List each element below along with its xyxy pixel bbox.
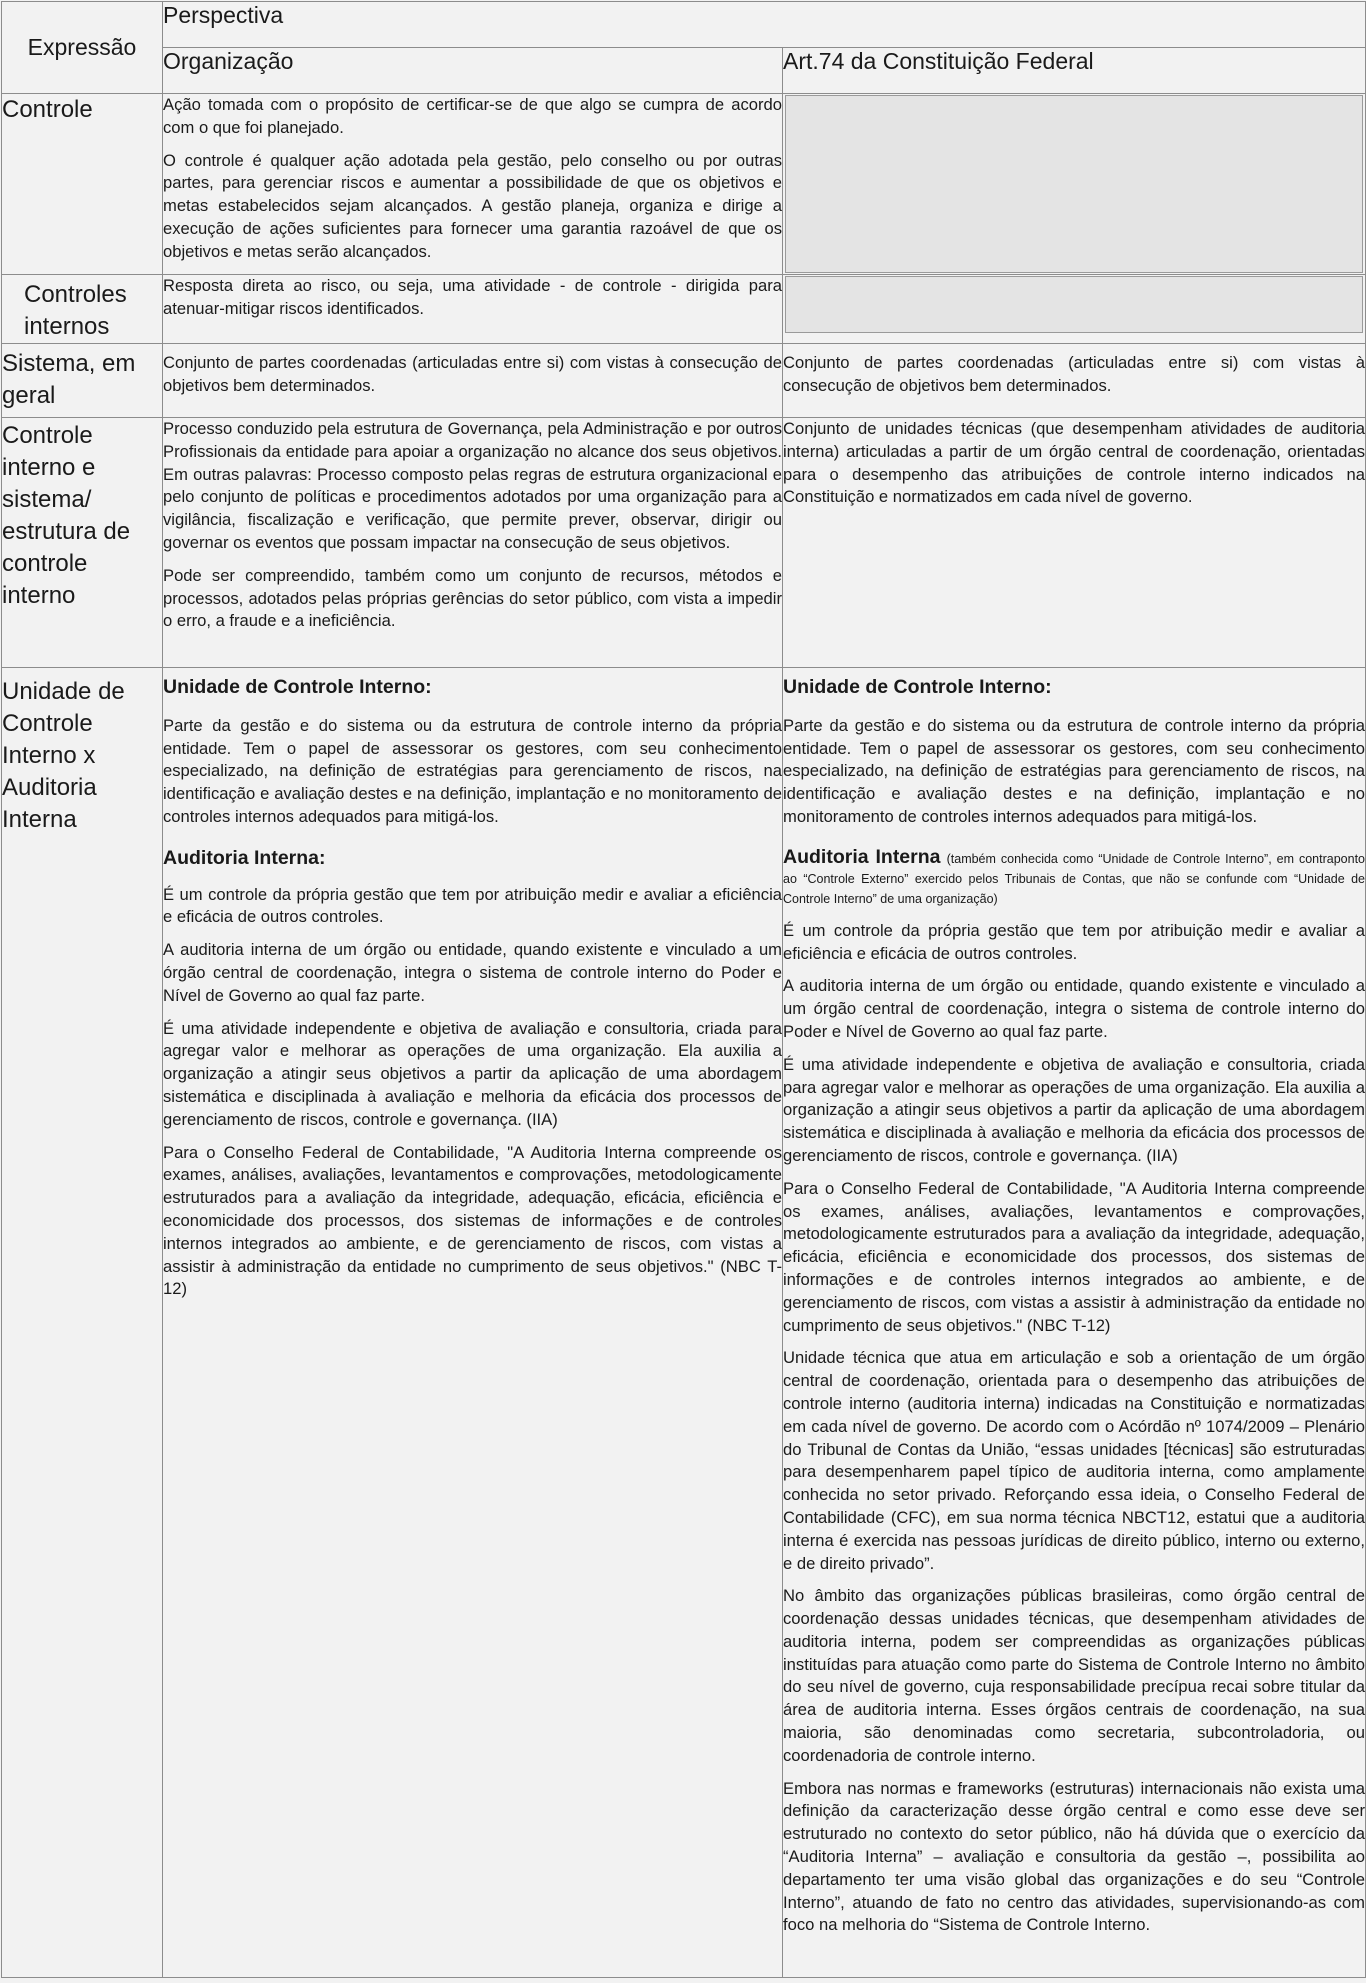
paragraph: É uma atividade independente e objetiva de avaliação e consultoria, criada para agregar valor e melhorar as operações de uma organização. Ela auxilia a organização a atingir seus objetivos a partir da aplicação de uma abordagem sistemática e disciplinada à avaliação e melhoria da eficácia dos processos de gerenciamento de riscos, controle e governança. (IIA) <box>163 1018 782 1129</box>
paragraph: Ação tomada com o propósito de certificar-se de que algo se cumpra de acordo com o que foi planejado. <box>163 95 782 137</box>
term-sistema: Sistema, em geral <box>2 344 163 418</box>
paragraph: É uma atividade independente e objetiva de avaliação e consultoria, criada para agregar valor e melhorar as operações de uma organização. Ela auxilia a organização a atingir seus objetivos a partir da aplicação de uma abordagem sistemática e disciplinada à avaliação e melhoria da eficácia dos processos de gerenciamento de riscos, controle e governança. (IIA) <box>783 1054 1366 1165</box>
paragraph: Resposta direta ao risco, ou seja, uma atividade - de controle - dirigida para atenuar-mitigar riscos identificados. <box>163 276 782 318</box>
comparison-table <box>1 1 1366 1978</box>
subheading-unidade-controle-interno: Unidade de Controle Interno: <box>783 676 1052 698</box>
header-col-art74-label: Art.74 da Constituição Federal <box>783 48 1094 74</box>
art-controles-internos <box>783 275 1366 344</box>
paragraph: A auditoria interna de um órgão ou entidade, quando existente e vinculado a um órgão central de coordenação, integra o sistema de controle interno do Poder e Nível de Governo ao qual faz parte. <box>783 976 1366 1041</box>
subheading-unidade-controle-interno: Unidade de Controle Interno: <box>163 676 432 698</box>
art-controle <box>783 94 1366 275</box>
row-controles-internos <box>2 275 1366 344</box>
term-controle-interno-sistema: Controle interno e sistema/ estrutura de controle interno <box>2 418 163 668</box>
term-controles-internos: Controles internos <box>2 275 163 344</box>
term-controle: Controle <box>2 94 163 275</box>
paragraph: Embora nas normas e frameworks (estruturas) internacionais não exista uma definição da caracterização desse órgão central e como esse deve ser estruturado no contexto do setor público, não há dúvida que o exercício da “Auditoria Interna” – avaliação e consultoria da gestão –, possibilita ao departamento ter uma visão global das organizações e do seu “Controle Interno”, atuando de fato no centro das atividades, supervisionando-as com foco na melhoria do “Sistema de Controle Interno. <box>783 1778 1366 1935</box>
header-col-organizacao-label: Organização <box>163 48 294 74</box>
org-sistema <box>163 344 783 418</box>
row-unidade-auditoria <box>2 668 1366 1978</box>
org-controles-internos <box>163 275 783 344</box>
paragraph: Para o Conselho Federal de Contabilidade, "A Auditoria Interna compreende os exames, análises, avaliações, levantamentos e comprovações, metodologicamente estruturados para a avaliação da integridade, adequação, eficácia, eficiência e economicidade dos processos, dos sistemas de informações e de controles internos integrados ao ambiente, e de gerenciamento de riscos, com vistas a assistir à administração da entidade no cumprimento de seus objetivos." (NBC T-12) <box>163 1142 782 1299</box>
subheading-auditoria-interna: Auditoria Interna <box>783 845 941 868</box>
paragraph: É um controle da própria gestão que tem por atribuição medir e avaliar a eficiência e eficácia de outros controles. <box>783 920 1366 963</box>
paragraph: Pode ser compreendido, também como um conjunto de recursos, métodos e processos, adotados pelas próprias gerências do setor público, com vista a impedir o erro, a fraude e a ineficiência. <box>163 565 782 631</box>
header-expression-label: Expressão <box>27 34 137 60</box>
header-col-art74 <box>783 48 1366 94</box>
org-controle <box>163 94 783 275</box>
org-controle-interno-sistema <box>163 418 783 668</box>
row-sistema <box>2 344 1366 418</box>
art-controle-interno-sistema <box>783 418 1366 668</box>
paragraph: Conjunto de partes coordenadas (articuladas entre si) com vistas à consecução de objetivos bem determinados. <box>163 353 782 395</box>
paragraph: Unidade técnica que atua em articulação e sob a orientação de um órgão central de coordenação, orientada para o desempenho das atribuições de controle interno (auditoria interna) indicadas na Constituição e normatizadas em cada nível de governo. De acordo com o Acórdão nº 1074/2009 – Plenário do Tribunal de Contas da União, “essas unidades [técnicas] são estruturadas para desempenharem papel típico de auditoria interna, como amplamente conhecida no setor privado. Reforçando essa ideia, o Conselho Federal de Contabilidade (CFC), em sua norma técnica NBCT12, estatui que a auditoria interna é exercida nas pessoas jurídicas de direito público, interno ou externo, e de direito privado”. <box>783 1348 1366 1573</box>
empty-shaded-cell <box>785 95 1363 273</box>
header-perspective <box>163 2 1366 48</box>
header-perspective-label: Perspectiva <box>163 2 284 28</box>
empty-shaded-cell <box>785 276 1363 333</box>
header-expression <box>2 2 163 94</box>
art-sistema <box>783 344 1366 418</box>
row-controle-interno-sistema <box>2 418 1366 668</box>
org-unidade-auditoria <box>163 668 783 1978</box>
paragraph: Conjunto de partes coordenadas (articuladas entre si) com vistas à consecução de objetivos bem determinados. <box>783 353 1366 395</box>
paragraph: A auditoria interna de um órgão ou entidade, quando existente e vinculado a um órgão central de coordenação, integra o sistema de controle interno do Poder e Nível de Governo ao qual faz parte. <box>163 940 782 1005</box>
header-col-organizacao <box>163 48 783 94</box>
paragraph: É um controle da própria gestão que tem por atribuição medir e avaliar a eficiência e eficácia de outros controles. <box>163 884 782 927</box>
paragraph: Para o Conselho Federal de Contabilidade, "A Auditoria Interna compreende os exames, análises, avaliações, levantamentos e comprovações, metodologicamente estruturados para a avaliação da integridade, adequação, eficácia, eficiência e economicidade dos processos, dos sistemas de informações e de controles internos integrados ao ambiente, e de gerenciamento de riscos, com vistas a assistir à administração da entidade no cumprimento de seus objetivos." (NBC T-12) <box>783 1178 1366 1335</box>
paragraph: Conjunto de unidades técnicas (que desempenham atividades de auditoria interna) articuladas a partir de um órgão central de coordenação, orientadas para o desempenho das atribuições de controle interno indicados na Constituição e normatizados em cada nível de governo. <box>783 419 1366 507</box>
auditoria-interna-note: (também conhecida como “Unidade de Controle Interno”, em contraponto ao “Controle Externo” exercido pelos Tribunais de Contas, que não se confunde com “Unidade de Controle Interno” de uma organização) <box>783 851 1366 906</box>
term-unidade-auditoria: Unidade de Controle Interno x Auditoria Interna <box>2 668 163 1978</box>
row-controle <box>2 94 1366 275</box>
subheading-auditoria-interna: Auditoria Interna: <box>163 846 326 869</box>
paragraph: No âmbito das organizações públicas brasileiras, como órgão central de coordenação dessas unidades técnicas, que desempenham atividades de auditoria interna, podem ser compreendidas as organizações públicas instituídas para atuação como parte do Sistema de Controle Interno no âmbito do seu nível de governo, cuja responsabilidade precípua recai sobre titular da área de auditoria interna. Esses órgãos centrais de coordenação, na sua maioria, são denominadas como secretaria, subcontroladoria, ou coordenadoria de controle interno. <box>783 1586 1366 1765</box>
paragraph: Parte da gestão e do sistema ou da estrutura de controle interno da própria entidade. Tem o papel de assessorar os gestores, com seu conhecimento especializado, na definição de estratégias para gerenciamento de riscos, na identificação e avaliação destes e na definição, implantação e no monitoramento de controles internos adequados para mitigá-los. <box>783 715 1366 826</box>
paragraph: Processo conduzido pela estrutura de Governança, pela Administração e por outros Profissionais da entidade para apoiar a organização no alcance dos seus objetivos. Em outras palavras: Processo composto pelas regras de estrutura organizacional e pelo conjunto de políticas e procedimentos adotados por uma organização para a vigilância, fiscalização e verificação, que permite prever, observar, dirigir ou governar os eventos que possam impactar na consecução de seus objetivos. <box>163 419 782 552</box>
paragraph: O controle é qualquer ação adotada pela gestão, pelo conselho ou por outras partes, para gerenciar riscos e aumentar a possibilidade de que os objetivos e metas estabelecidos sejam alcançados. A gestão planeja, organiza e dirige a execução de ações suficientes para fornecer uma garantia razoável de que os objetivos e metas serão alcançados. <box>163 150 782 261</box>
paragraph: Parte da gestão e do sistema ou da estrutura de controle interno da própria entidade. Tem o papel de assessorar os gestores, com seu conhecimento especializado, na definição de estratégias para gerenciamento de riscos, na identificação e avaliação destes e na definição, implantação e no monitoramento de controles internos adequados para mitigá-los. <box>163 715 782 826</box>
art-unidade-auditoria <box>783 668 1366 1978</box>
auditoria-interna-heading-block <box>783 847 1365 908</box>
